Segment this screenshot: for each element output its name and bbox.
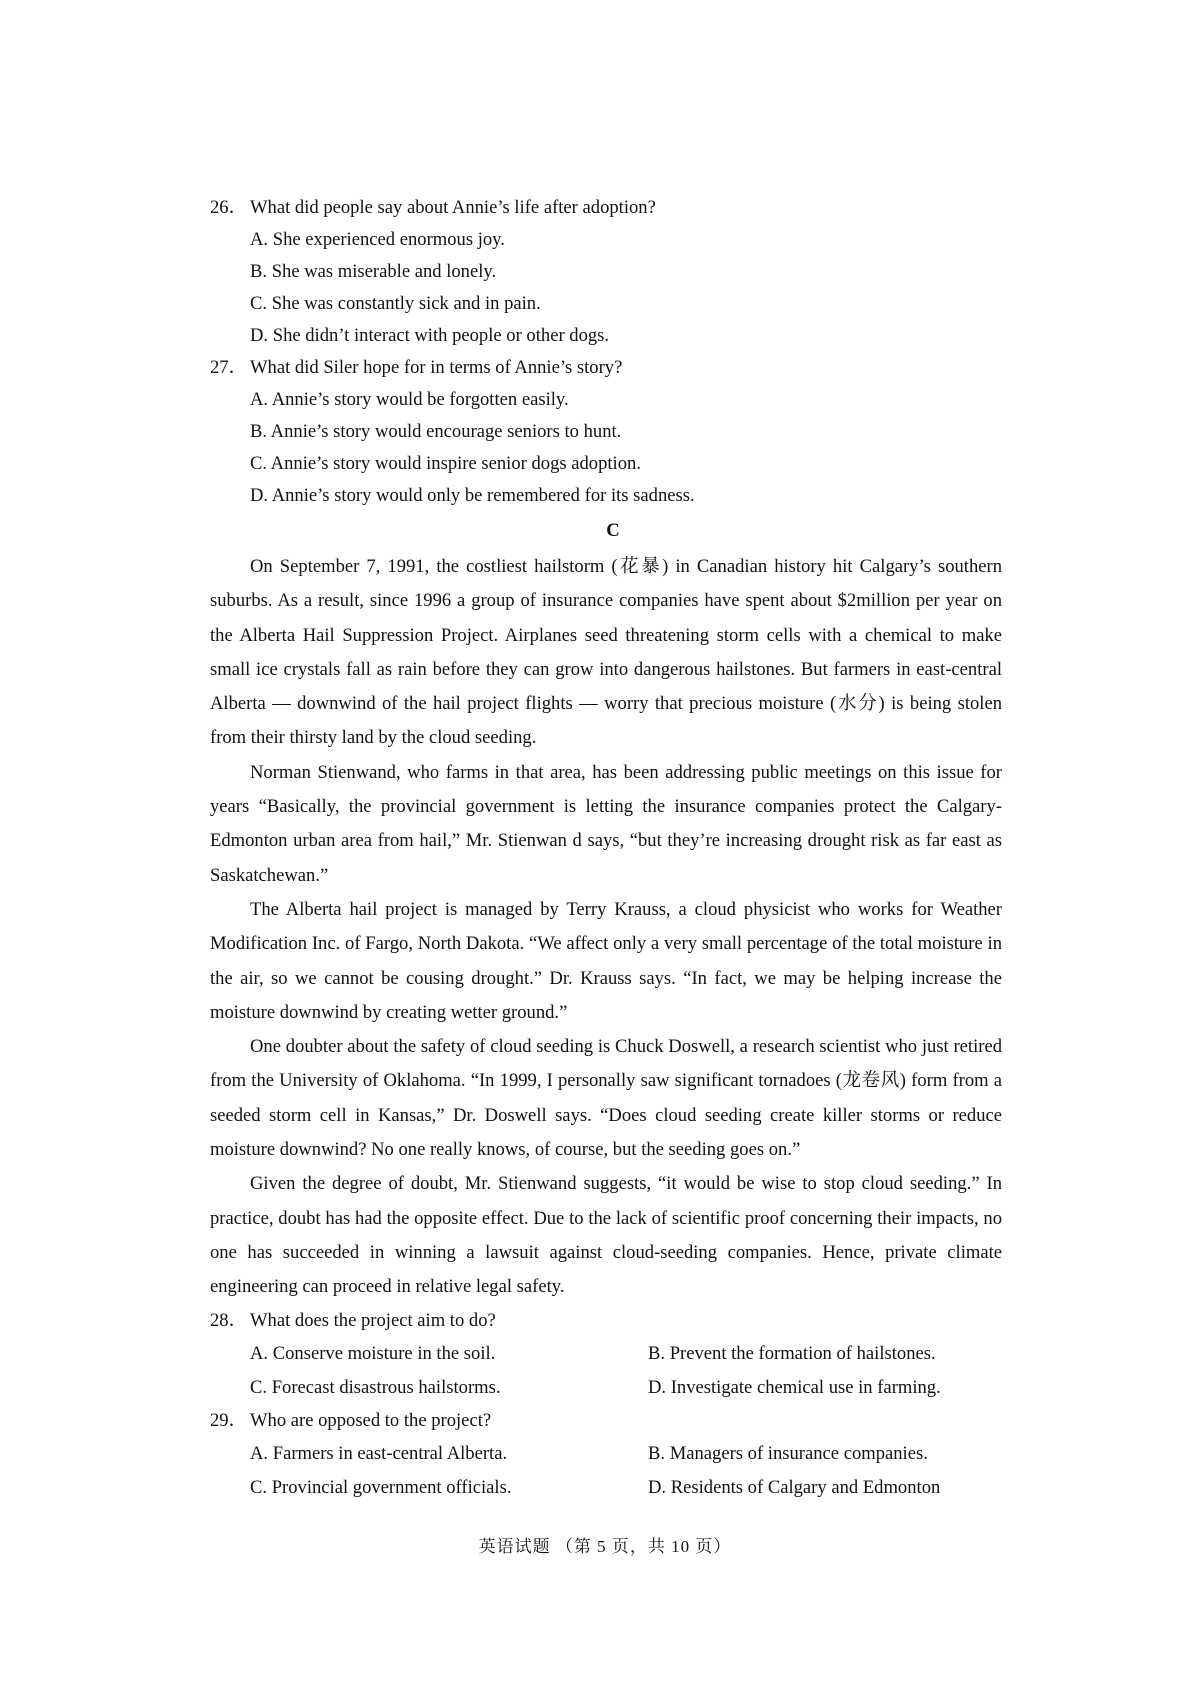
question-number: 26．	[210, 197, 248, 218]
question-text: What did people say about Annie’s life after adoption?	[250, 197, 656, 218]
section-title: C	[606, 520, 620, 541]
passage-c	[210, 512, 1002, 1305]
option-a: A. Annie’s story would be forgotten easily.	[250, 389, 569, 410]
option-b: B. Annie’s story would encourage seniors to hunt.	[250, 421, 622, 442]
question-number: 27．	[210, 357, 248, 378]
question-28	[210, 1305, 1002, 1405]
option-d: D. Investigate chemical use in farming.	[648, 1376, 941, 1398]
option-c: C. She was constantly sick and in pain.	[250, 293, 541, 314]
option-d: D. She didn’t interact with people or other dogs.	[250, 325, 610, 346]
passage-paragraph-4: One doubter about the safety of cloud seeding is Chuck Doswell, a research scientist who just retired from the University of Oklahoma. “In 1999, I personally saw significant tornadoes (龙卷风) form from a seeded storm cell in Kansas,” Dr. Doswell says. “Does cloud seeding create killer storms or reduce moisture downwind? No one really knows, of course, but the seeding goes on.”	[210, 1036, 1002, 1161]
question-stem	[210, 192, 1002, 224]
options-grid	[210, 1337, 1002, 1405]
option-c: C. Forecast disastrous hailstorms.	[250, 1376, 501, 1398]
question-stem	[210, 1305, 1002, 1337]
passage-paragraph-2: Norman Stienwand, who farms in that area, has been addressing public meetings on this issue for years “Basically, the provincial government is letting the insurance companies protect the Calgary-Edmonton urban area from hail,” Mr. Stienwan d says, “but they’re increasing drought risk as far east as Saskatchewan.”	[210, 761, 1002, 886]
option-b: B. Managers of insurance companies.	[648, 1442, 928, 1464]
question-stem	[210, 352, 1002, 384]
question-number: 28．	[210, 1309, 248, 1331]
passage-paragraph-3: The Alberta hail project is managed by Terry Krauss, a cloud physicist who works for Weather Modification Inc. of Fargo, North Dakota. “We affect only a very small percentage of the total moisture in the air, so we cannot be cousing drought.” Dr. Krauss says. “In fact, we may be helping increase the moisture downwind by creating wetter ground.”	[210, 898, 1002, 1023]
question-stem	[210, 1405, 1002, 1437]
question-number: 29．	[210, 1409, 248, 1431]
exam-page	[210, 192, 1002, 1505]
option-d: D. Residents of Calgary and Edmonton	[648, 1476, 941, 1498]
option-d: D. Annie’s story would only be remembered for its sadness.	[250, 485, 695, 506]
option-c: C. Provincial government officials.	[250, 1476, 512, 1498]
question-text: What does the project aim to do?	[250, 1309, 496, 1331]
option-a: A. She experienced enormous joy.	[250, 229, 505, 250]
passage-paragraph-1: On September 7, 1991, the costliest hailstorm (花暴) in Canadian history hit Calgary’s southern suburbs. As a result, since 1996 a group of insurance companies have spent about $2million per year on the Alberta Hail Suppression Project. Airplanes seed threatening storm cells with a chemical to make small ice crystals fall as rain before they can grow into dangerous hailstones. But farmers in east-central Alberta — downwind of the hail project flights — worry that precious moisture (水分) is being stolen from their thirsty land by the cloud seeding.	[210, 556, 1002, 749]
question-text: What did Siler hope for in terms of Annie’s story?	[250, 357, 623, 378]
option-a: A. Farmers in east-central Alberta.	[250, 1442, 508, 1464]
question-text: Who are opposed to the project?	[250, 1409, 492, 1431]
option-a: A. Conserve moisture in the soil.	[250, 1342, 496, 1364]
page-footer: 英语试题 （第 5 页，共 10 页）	[478, 1537, 732, 1556]
option-b: B. She was miserable and lonely.	[250, 261, 497, 282]
question-27	[210, 352, 1002, 512]
option-b: B. Prevent the formation of hailstones.	[648, 1342, 936, 1364]
question-26	[210, 192, 1002, 352]
passage-paragraph-5: Given the degree of doubt, Mr. Stienwand suggests, “it would be wise to stop cloud seeding.” In practice, doubt has had the opposite effect. Due to the lack of scientific proof concerning their impacts, no one has succeeded in winning a lawsuit against cloud-seeding companies. Hence, private climate engineering can proceed in relative legal safety.	[210, 1173, 1002, 1298]
options-grid	[210, 1437, 1002, 1505]
option-c: C. Annie’s story would inspire senior dogs adoption.	[250, 453, 641, 474]
question-29	[210, 1405, 1002, 1505]
